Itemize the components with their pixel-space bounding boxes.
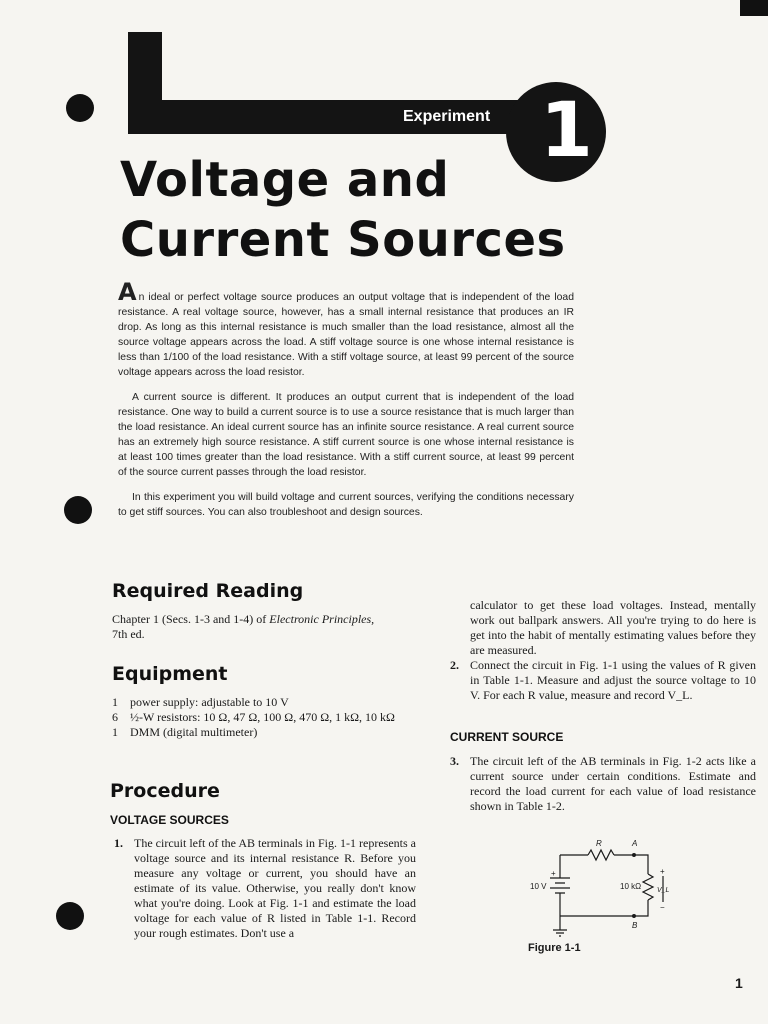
- procedure-step-1: [114, 836, 416, 941]
- procedure-step-3: [450, 754, 756, 814]
- top-wire-right: [614, 855, 648, 874]
- binder-hole-top: [66, 94, 94, 122]
- step-number: 3.: [450, 754, 459, 768]
- required-reading-text: [112, 612, 424, 642]
- label-r: R: [596, 839, 602, 848]
- equipment-list: [112, 695, 412, 740]
- intro-paragraph-1-text: n ideal or perfect voltage source produces an output voltage that is independent of the load resistance. A real voltage source, however, has a small internal resistance that produces an IR drop. As long as this internal resistance is much smaller than the load resistance, almost all the source voltage appears across the load. A stiff voltage source is one whose internal resistance is less than 1/100 of the load resistance. With a stiff voltage source, at least 99 percent of the source voltage appears across the load resistor.: [118, 292, 574, 378]
- vl-plus: +: [660, 867, 665, 876]
- equipment-desc: ½-W resistors: 10 Ω, 47 Ω, 100 Ω, 470 Ω, 1 kΩ, 10 kΩ: [130, 710, 395, 724]
- required-reading-edition: 7th ed.: [112, 627, 145, 641]
- step-text: The circuit left of the AB terminals in Fig. 1-1 represents a voltage source and its internal resistance R. Before you measure any voltage or current, you should have an estimate of its value. Otherwise, you really don't know what you're doing. Look at Fig. 1-1 and estimate the load voltage for each value of R listed in Table 1-1. Record your rough estimates. Don't use a: [134, 836, 416, 940]
- equipment-heading: Equipment: [112, 663, 228, 685]
- equipment-qty: 1: [112, 695, 118, 709]
- equipment-qty: 1: [112, 725, 118, 739]
- equipment-item: [112, 725, 412, 740]
- page-number: 1: [735, 975, 743, 991]
- title-line-2: Current Sources: [120, 212, 566, 268]
- ground-symbol: [553, 930, 567, 936]
- step-text: The circuit left of the AB terminals in Fig. 1-2 acts like a current source under certain conditions. Estimate and record the load current for each value of load resistance shown in Table 1-2.: [470, 754, 756, 813]
- vl-label: V_L: [657, 887, 670, 894]
- load-resistor-zigzag: [643, 874, 653, 900]
- label-b: B: [632, 921, 638, 930]
- equipment-desc: power supply: adjustable to 10 V: [130, 695, 289, 709]
- voltage-sources-heading: VOLTAGE SOURCES: [110, 813, 229, 827]
- drop-cap: A: [118, 278, 137, 306]
- page-title: [120, 150, 566, 270]
- intro-paragraph-1: [118, 278, 574, 380]
- battery-plates: [550, 878, 570, 893]
- indent-spacer: [450, 598, 470, 658]
- procedure-step-2: [450, 658, 756, 703]
- intro-text: [118, 278, 574, 530]
- required-reading-heading: Required Reading: [112, 580, 304, 602]
- equipment-desc: DMM (digital multimeter): [130, 725, 258, 739]
- source-plus: +: [551, 869, 556, 878]
- book-title: Electronic Principles,: [269, 612, 375, 626]
- experiment-number: 1: [540, 85, 593, 174]
- binder-hole-bottom: [56, 902, 84, 930]
- figure-1-1-schematic: [520, 832, 670, 938]
- procedure-step-list-right-2: [450, 754, 756, 814]
- title-line-1: Voltage and: [120, 152, 450, 208]
- current-source-heading: CURRENT SOURCE: [450, 730, 564, 744]
- terminal-b: [632, 914, 636, 918]
- figure-caption: Figure 1-1: [528, 942, 581, 954]
- step-number: 1.: [114, 836, 123, 850]
- terminal-a: [632, 853, 636, 857]
- procedure-step-list-left: [114, 836, 416, 941]
- load-resistor-label: 10 kΩ: [620, 882, 642, 891]
- vl-minus: −: [660, 903, 665, 912]
- intro-paragraph-2: A current source is different. It produces an output current that is independent of the load resistance. One way to build a current source is to use a source resistance that is much larger than the load resistance. An ideal current source has an infinite source resistance. A real current source has an extremely high source resistance. A stiff current source is one whose internal resistance is at least 100 times greater than the load resistance. With a stiff current source, at least 99 percent of the source current passes through the load resistor.: [118, 392, 574, 478]
- experiment-label: Experiment: [403, 108, 491, 125]
- binder-hole-middle: [64, 496, 92, 524]
- procedure-heading: Procedure: [110, 780, 220, 802]
- page-edge-shadow: [740, 0, 768, 16]
- required-reading-prefix: Chapter 1 (Secs. 1-3 and 1-4) of: [112, 612, 270, 626]
- step-text: Connect the circuit in Fig. 1-1 using the values of R given in Table 1-1. Measure and adjust the source voltage to 10 V. For each R value, measure and record V_L.: [470, 658, 756, 702]
- procedure-step-list-right: [450, 598, 756, 703]
- step-number: 2.: [450, 658, 459, 672]
- equipment-qty: 6: [112, 710, 118, 724]
- right-wire-down: [560, 900, 648, 916]
- procedure-step-1-continued: [450, 598, 756, 658]
- intro-paragraph-3: In this experiment you will build voltage and current sources, verifying the conditions necessary to get stiff sources. You can also troubleshoot and design sources.: [118, 492, 574, 518]
- step-text: calculator to get these load voltages. Instead, mentally work out ballpark answers. All you're trying to do here is get into the habit of mentally estimating values before they are measured.: [470, 598, 756, 657]
- equipment-item: [112, 695, 412, 710]
- resistor-r-zigzag: [588, 850, 614, 860]
- equipment-item: [112, 710, 412, 725]
- label-a: A: [632, 839, 638, 848]
- source-voltage-label: 10 V: [530, 882, 547, 891]
